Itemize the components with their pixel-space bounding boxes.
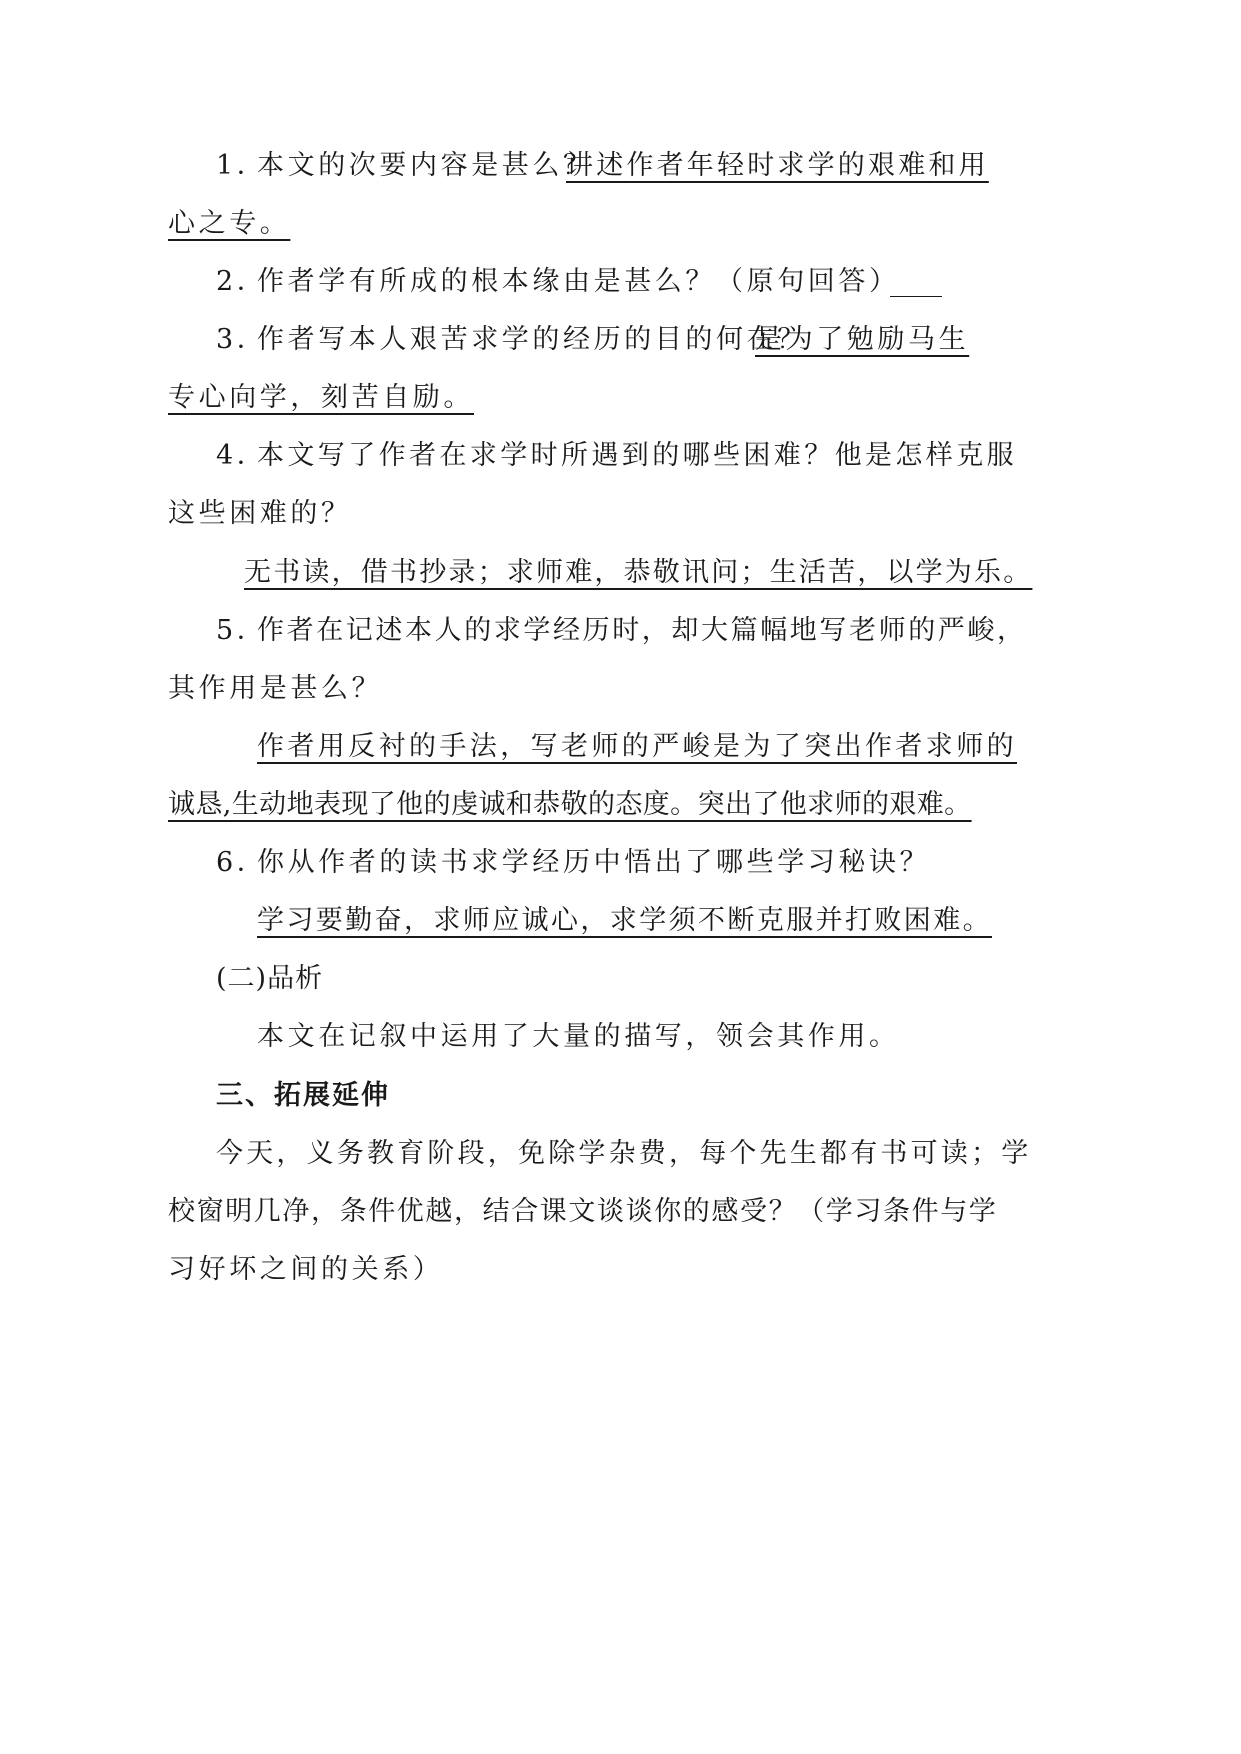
question-3-number: 3． bbox=[216, 324, 268, 355]
answer-1-line-1: 讲述作者年轻时求学的艰难和用 bbox=[566, 150, 989, 181]
question-5-number: 5． bbox=[216, 615, 268, 646]
answer-6-text: 学习要勤奋，求师应诚心，求学须不断克服并打败困难。 bbox=[257, 905, 992, 936]
answer-2-blank bbox=[890, 262, 942, 297]
question-4-text-2: 这些困难的？ bbox=[168, 498, 352, 529]
question-3-text: 作者写本人艰苦求学的经历的目的何在？ bbox=[257, 324, 808, 355]
question-1-text: 本文的次要内容是甚么？ bbox=[257, 150, 594, 181]
section-3-paragraph-1: 今天，义务教育阶段，免除学杂费，每个先生都有书可读；学 bbox=[216, 1138, 1032, 1169]
answer-1-line-2: 心之专。 bbox=[168, 208, 291, 239]
answer-5-text-1: 作者用反衬的手法，写老师的严峻是为了突出作者求师的 bbox=[257, 731, 1017, 762]
answer-3-line-1: 是为了勉励马生 bbox=[755, 324, 970, 355]
question-1-number: 1． bbox=[216, 150, 268, 181]
question-6-text: 你从作者的读书求学经历中悟出了哪些学习秘诀？ bbox=[257, 847, 931, 878]
answer-3-line-2: 专心向学，刻苦自励。 bbox=[168, 382, 474, 413]
question-6-number: 6． bbox=[216, 847, 268, 878]
question-4-text-1: 本文写了作者在求学时所遇到的哪些困难？他是怎样克服 bbox=[257, 440, 1017, 471]
section-2-prompt: 本文在记叙中运用了大量的描写，领会其作用。 bbox=[257, 1021, 900, 1052]
section-3-heading: 三、拓展延伸 bbox=[216, 1080, 390, 1111]
question-5-text-2: 其作用是甚么？ bbox=[168, 673, 383, 704]
question-5-text-1: 作者在记述本人的求学经历时，却大篇幅地写老师的严峻， bbox=[257, 615, 1027, 646]
question-4-number: 4． bbox=[216, 440, 268, 471]
section-3-paragraph-2: 校窗明几净，条件优越，结合课文谈谈你的感受？（学习条件与学 bbox=[168, 1196, 998, 1227]
question-2-text: 作者学有所成的根本缘由是甚么？（原句回答） bbox=[257, 266, 900, 297]
answer-4-text: 无书读，借书抄录；求师难，恭敬讯问；生活苦，以学为乐。 bbox=[244, 557, 1033, 588]
question-2-number: 2． bbox=[216, 266, 268, 297]
answer-5-text-2: 诚恳,生动地表现了他的虔诚和恭敬的态度。突出了他求师的艰难。 bbox=[168, 789, 972, 820]
section-2-title: (二)品析 bbox=[216, 963, 324, 994]
section-3-paragraph-3: 习好坏之间的关系） bbox=[168, 1254, 444, 1285]
